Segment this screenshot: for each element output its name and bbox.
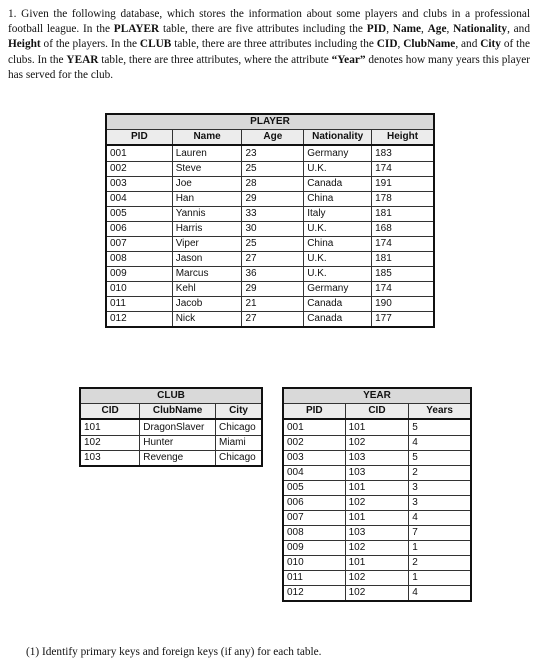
table-cell: Marcus (172, 267, 242, 282)
table-cell: Joe (172, 177, 242, 192)
table-row (284, 526, 471, 541)
table-cell: Chicago (216, 419, 262, 436)
table-cell: Lauren (172, 145, 242, 162)
column-header: ClubName (140, 404, 216, 420)
table-cell: 174 (372, 237, 434, 252)
column-header: CID (345, 404, 409, 420)
column-header: PID (284, 404, 346, 420)
table-row (107, 297, 434, 312)
table-cell: DragonSlaver (140, 419, 216, 436)
table-cell: 191 (372, 177, 434, 192)
table-cell: 27 (242, 312, 304, 327)
table-cell: U.K. (304, 162, 372, 177)
table-cell: 177 (372, 312, 434, 327)
table-cell: 102 (345, 571, 409, 586)
player-table (106, 114, 434, 327)
table-cell: Yannis (172, 207, 242, 222)
table-row (284, 481, 471, 496)
question-text-part: denotes how many years this player has served for the club. (8, 53, 531, 81)
table-cell: 168 (372, 222, 434, 237)
table-cell: 010 (107, 282, 173, 297)
table-row (81, 451, 262, 466)
table-cell: 1 (409, 541, 471, 556)
table-cell: 008 (107, 252, 173, 267)
table-cell: 103 (345, 466, 409, 481)
table-cell: 004 (107, 192, 173, 207)
table-cell: 012 (107, 312, 173, 327)
table-cell: 101 (81, 419, 140, 436)
table-cell: Miami (216, 436, 262, 451)
table-cell: 29 (242, 192, 304, 207)
table-cell: 103 (81, 451, 140, 466)
table-cell: 28 (242, 177, 304, 192)
club-table (80, 388, 262, 466)
column-header: Age (242, 130, 304, 146)
table-cell: U.K. (304, 222, 372, 237)
table-cell: 007 (107, 237, 173, 252)
table-row (284, 586, 471, 601)
table-row (284, 451, 471, 466)
table-cell: 009 (107, 267, 173, 282)
table-cell: 010 (284, 556, 346, 571)
table-cell: 21 (242, 297, 304, 312)
table-cell: 4 (409, 586, 471, 601)
table-cell: 005 (284, 481, 346, 496)
table-row (107, 312, 434, 327)
table-row (107, 192, 434, 207)
table-cell: 178 (372, 192, 434, 207)
question-number: 1. (8, 8, 17, 20)
column-header: Height (372, 130, 434, 146)
table-cell: 006 (107, 222, 173, 237)
table-cell: 29 (242, 282, 304, 297)
table-row (284, 419, 471, 436)
keyword-year-attribute: “Year” (331, 53, 366, 66)
table-cell: 004 (284, 466, 346, 481)
keyword-clubname: ClubName (403, 38, 456, 51)
keyword-club: CLUB (139, 38, 172, 51)
table-title: CLUB (81, 389, 262, 404)
table-row (284, 571, 471, 586)
table-row (81, 436, 262, 451)
question-text-part: , (386, 23, 393, 36)
table-cell: 23 (242, 145, 304, 162)
table-row (107, 222, 434, 237)
table-row (284, 496, 471, 511)
question-text (8, 7, 530, 83)
table-cell: 011 (107, 297, 173, 312)
table-cell: Revenge (140, 451, 216, 466)
question-part-1: (1) Identify primary keys and foreign keys (if any) for each table. (26, 646, 322, 658)
table-row (81, 419, 262, 436)
question-text-part: , (397, 38, 404, 51)
table-cell: Harris (172, 222, 242, 237)
table-cell: 3 (409, 496, 471, 511)
question-text-part: table, there are three attributes including the (171, 38, 377, 51)
table-cell: 101 (345, 419, 409, 436)
table-cell: 5 (409, 419, 471, 436)
table-cell: 2 (409, 556, 471, 571)
table-cell: 2 (409, 466, 471, 481)
table-cell: 174 (372, 282, 434, 297)
question-text-part: table, there are three attributes, where the attribute (98, 53, 332, 66)
keyword-age: Age (427, 23, 447, 36)
table-cell: 7 (409, 526, 471, 541)
table-cell: 102 (81, 436, 140, 451)
table-cell: China (304, 237, 372, 252)
table-row (284, 436, 471, 451)
keyword-year: YEAR (66, 53, 99, 66)
table-cell: Hunter (140, 436, 216, 451)
keyword-name: Name (392, 23, 422, 36)
column-header: CID (81, 404, 140, 420)
table-cell: 103 (345, 451, 409, 466)
table-cell: U.K. (304, 252, 372, 267)
table-cell: 190 (372, 297, 434, 312)
table-cell: China (304, 192, 372, 207)
table-cell: 003 (107, 177, 173, 192)
table-cell: 102 (345, 436, 409, 451)
table-cell: 002 (107, 162, 173, 177)
keyword-pid: PID (366, 23, 387, 36)
table-cell: Jason (172, 252, 242, 267)
table-row (107, 145, 434, 162)
table-cell: Han (172, 192, 242, 207)
table-row (107, 177, 434, 192)
table-cell: Steve (172, 162, 242, 177)
table-cell: 002 (284, 436, 346, 451)
table-title: YEAR (284, 389, 471, 404)
table-cell: 101 (345, 481, 409, 496)
table-row (284, 556, 471, 571)
table-cell: 174 (372, 162, 434, 177)
table-cell: 005 (107, 207, 173, 222)
table-cell: 185 (372, 267, 434, 282)
table-cell: Chicago (216, 451, 262, 466)
table-cell: 103 (345, 526, 409, 541)
table-cell: 36 (242, 267, 304, 282)
keyword-city: City (480, 38, 501, 51)
table-cell: 101 (345, 556, 409, 571)
table-cell: 102 (345, 586, 409, 601)
table-cell: 25 (242, 162, 304, 177)
table-row (107, 237, 434, 252)
table-row (284, 466, 471, 481)
table-cell: 102 (345, 496, 409, 511)
table-title: PLAYER (107, 115, 434, 130)
table-cell: 5 (409, 451, 471, 466)
column-header: City (216, 404, 262, 420)
question-text-part: , (421, 23, 428, 36)
table-cell: 008 (284, 526, 346, 541)
table-cell: Nick (172, 312, 242, 327)
table-cell: 102 (345, 541, 409, 556)
table-cell: 3 (409, 481, 471, 496)
table-row (107, 252, 434, 267)
question-text-part: , and (455, 38, 481, 51)
table-cell: 25 (242, 237, 304, 252)
table-row (284, 511, 471, 526)
keyword-nationality: Nationality (453, 23, 508, 36)
question-text-part: , and (507, 23, 530, 36)
table-row (107, 282, 434, 297)
question-text-part: of the clubs. In the (8, 38, 530, 66)
question-text-part: of the players. In the (40, 38, 140, 51)
question-text-part: , (446, 23, 454, 36)
table-row (107, 267, 434, 282)
year-table (283, 388, 471, 601)
table-cell: 181 (372, 252, 434, 267)
table-cell: 33 (242, 207, 304, 222)
table-cell: Canada (304, 177, 372, 192)
table-cell: 011 (284, 571, 346, 586)
table-cell: Canada (304, 297, 372, 312)
table-cell: 4 (409, 436, 471, 451)
table-cell: Jacob (172, 297, 242, 312)
column-header: Years (409, 404, 471, 420)
keyword-cid: CID (376, 38, 398, 51)
table-cell: 006 (284, 496, 346, 511)
table-cell: 1 (409, 571, 471, 586)
question-text-part: table, there are five attributes including the (159, 23, 367, 36)
table-cell: U.K. (304, 267, 372, 282)
table-cell: Italy (304, 207, 372, 222)
question-text-part: Given the following database, which stores the information about some players and clubs in a professional football league. In the (8, 8, 530, 36)
table-row (284, 541, 471, 556)
table-row (107, 207, 434, 222)
table-cell: 012 (284, 586, 346, 601)
column-header: PID (107, 130, 173, 146)
table-cell: 30 (242, 222, 304, 237)
table-cell: 007 (284, 511, 346, 526)
table-cell: 009 (284, 541, 346, 556)
table-cell: Kehl (172, 282, 242, 297)
table-cell: 4 (409, 511, 471, 526)
table-cell: 001 (107, 145, 173, 162)
table-cell: 27 (242, 252, 304, 267)
column-header: Nationality (304, 130, 372, 146)
table-cell: 181 (372, 207, 434, 222)
table-cell: 183 (372, 145, 434, 162)
table-cell: Canada (304, 312, 372, 327)
keyword-height: Height (8, 38, 41, 51)
column-header: Name (172, 130, 242, 146)
table-cell: Germany (304, 282, 372, 297)
keyword-player: PLAYER (113, 23, 160, 36)
table-cell: 003 (284, 451, 346, 466)
table-cell: Germany (304, 145, 372, 162)
table-row (107, 162, 434, 177)
table-cell: 001 (284, 419, 346, 436)
table-cell: 101 (345, 511, 409, 526)
table-cell: Viper (172, 237, 242, 252)
